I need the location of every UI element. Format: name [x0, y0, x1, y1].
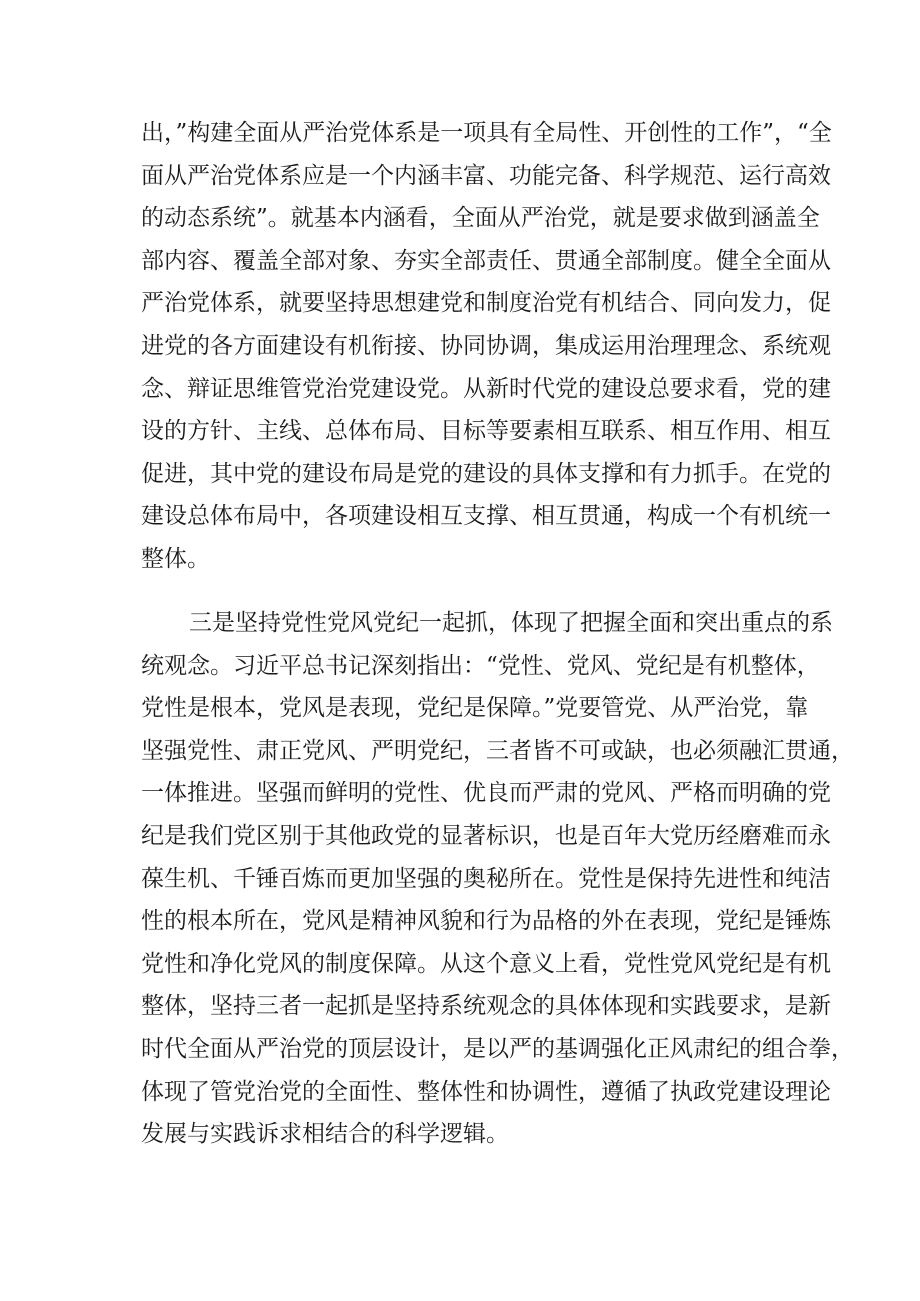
- paragraph-line: 一体推进。坚强而鲜明的党性、优良而严肃的党风、严格而明确的党: [141, 780, 831, 807]
- paragraph-line: 性的根本所在，党风是精神风貌和行为品格的外在表现，党纪是锤炼: [141, 908, 831, 935]
- paragraph-2: [141, 602, 854, 1156]
- paragraph-line: 念、辩证思维管党治党建设党。从新时代党的建设总要求看，党的建: [141, 375, 831, 402]
- paragraph-line: 发展与实践诉求相结合的科学逻辑。: [141, 1121, 509, 1148]
- paragraph-line: 整体，坚持三者一起抓是坚持系统观念的具体体现和实践要求，是新: [141, 993, 831, 1020]
- paragraph-line: 坚强党性、肃正党风、严明党纪，三者皆不可或缺，也必须融汇贯通，: [141, 737, 854, 764]
- paragraph-line: 部内容、覆盖全部对象、夯实全部责任、贯通全部制度。健全全面从: [141, 247, 831, 274]
- paragraph-line: 体现了管党治党的全面性、整体性和协调性，遵循了执政党建设理论: [141, 1078, 831, 1105]
- paragraph-line: 建设总体布局中，各项建设相互支撑、相互贯通，构成一个有机统一: [141, 503, 831, 530]
- paragraph-line: 面从严治党体系应是一个内涵丰富、功能完备、科学规范、运行高效: [141, 162, 831, 189]
- paragraph-line: 的动态系统”。就基本内涵看，全面从严治党，就是要求做到涵盖全: [141, 205, 820, 232]
- paragraph-line: 纪是我们党区别于其他政党的显著标识，也是百年大党历经磨难而永: [141, 822, 831, 849]
- paragraph-line: 党性是根本，党风是表现，党纪是保障。”党要管党、从严治党，靠: [141, 695, 809, 722]
- paragraph-line: 统观念。习近平总书记深刻指出：“党性、党风、党纪是有机整体，: [141, 652, 820, 679]
- paragraph-line: 时代全面从严治党的顶层设计，是以严的基调强化正风肃纪的组合拳，: [141, 1035, 854, 1062]
- paragraph-line: 促进，其中党的建设布局是党的建设的具体支撑和有力抓手。在党的: [141, 460, 831, 487]
- paragraph-1: [141, 112, 832, 581]
- paragraph-line: 三是坚持党性党风党纪一起抓，体现了把握全面和突出重点的系: [189, 610, 833, 636]
- paragraph-line: 葆生机、千锤百炼而更加坚强的奥秘所在。党性是保持先进性和纯洁: [141, 865, 831, 892]
- paragraph-line: 进党的各方面建设有机衔接、协同协调，集成运用治理理念、系统观: [141, 332, 831, 359]
- paragraph-line: 出，”构建全面从严治党体系是一项具有全局性、开创性的工作”，“全: [141, 120, 832, 146]
- paragraph-line: 整体。: [141, 545, 210, 572]
- paragraph-line: 设的方针、主线、总体布局、目标等要素相互联系、相互作用、相互: [141, 418, 831, 445]
- paragraph-line: 严治党体系，就要坚持思想建党和制度治党有机结合、同向发力，促: [141, 290, 831, 317]
- paragraph-line: 党性和净化党风的制度保障。从这个意义上看，党性党风党纪是有机: [141, 950, 831, 977]
